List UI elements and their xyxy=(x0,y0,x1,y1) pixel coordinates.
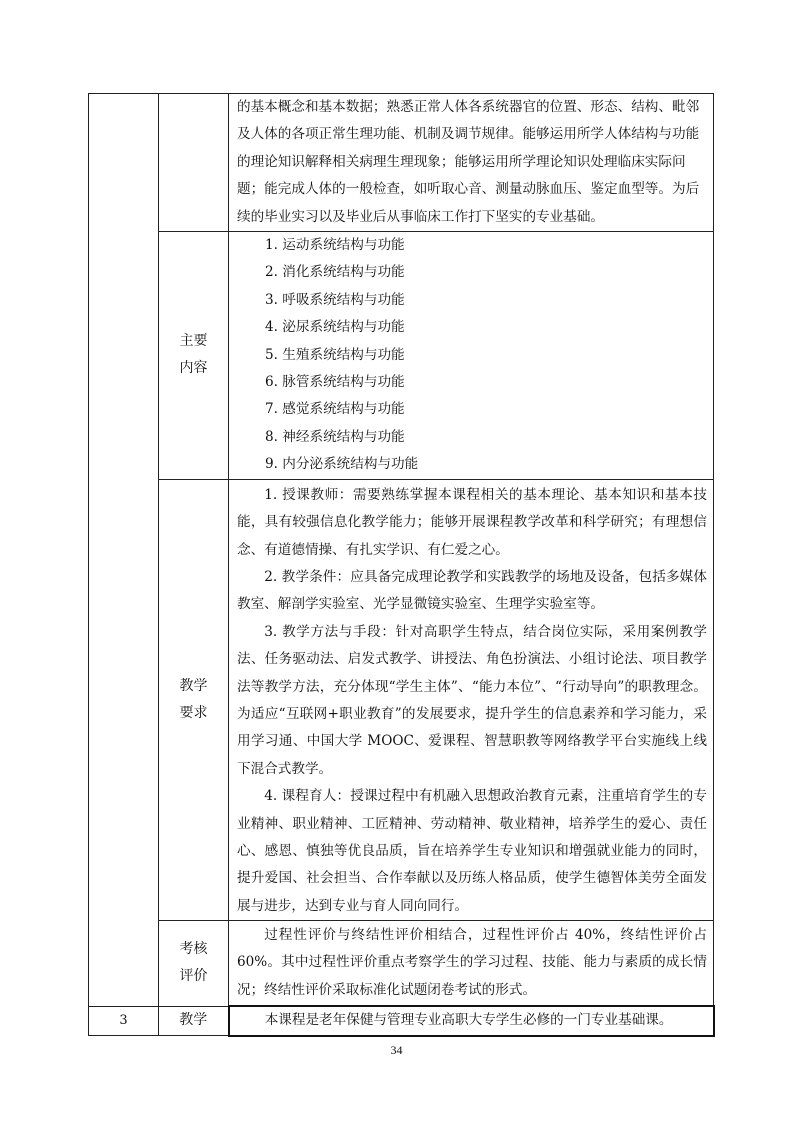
label-line: 要求 xyxy=(179,704,208,721)
label-line: 内容 xyxy=(179,360,208,377)
list-item: 8. 神经系统结构与功能 xyxy=(265,428,405,445)
row-teaching-requirements xyxy=(89,479,714,921)
list-item: 6. 脉管系统结构与功能 xyxy=(265,374,405,391)
label-line: 考核 xyxy=(179,941,208,958)
label-line: 主要 xyxy=(179,333,208,350)
requirement-paragraph: 1. 授课教师：需要熟练掌握本课程相关的基本理论、基本知识和基本技能，具有较强信息化教学能力；能够开展课程教学改革和科学研究；有理想信念、有道德情操、有扎实学识、有仁爱之心。 xyxy=(237,486,707,558)
goal-line: 的理论知识解释相关病理生理现象；能够运用所学理论知识处理临床实际问 xyxy=(237,153,686,170)
assessment-paragraph: 过程性评价与终结性评价相结合，过程性评价占 40%，终结性评价占 60%。其中过程性评价重点考察学生的学习过程、技能、能力与素质的成长情况；终结性评价采取标准化试题闭卷考试的形式。 xyxy=(237,927,707,998)
goal-line: 题；能完成人体的一般检查，如听取心音、测量动脉血压、鉴定血型等。为后 xyxy=(237,181,700,198)
page-number: 34 xyxy=(390,1043,403,1057)
requirement-paragraph: 2. 教学条件：应具备完成理论教学和实践教学的场地及设备，包括多媒体教室、解剖学实验室、光学显微镜实验室、生理学实验室等。 xyxy=(237,568,707,613)
row-course-goal xyxy=(89,94,714,232)
list-item: 5. 生殖系统结构与功能 xyxy=(265,346,405,363)
label-line: 评价 xyxy=(179,968,208,985)
row-assessment xyxy=(89,921,714,1007)
label-cell-teaching-requirements xyxy=(159,479,229,921)
requirements-text-cell xyxy=(229,479,714,921)
list-item: 7. 感觉系统结构与功能 xyxy=(265,401,405,418)
list-item: 2. 消化系统结构与功能 xyxy=(265,264,405,281)
label-line: 教学 xyxy=(179,677,208,694)
goal-line: 续的毕业实习以及毕业后从事临床工作打下坚实的专业基础。 xyxy=(237,208,605,225)
number-cell xyxy=(89,94,159,1007)
list-item: 4. 泌尿系统结构与功能 xyxy=(265,319,405,336)
goal-text-cell xyxy=(229,94,714,232)
label-cell-goal xyxy=(159,94,229,232)
content-list-cell xyxy=(229,232,714,480)
requirement-paragraph: 4. 课程育人：授课过程中有机融入思想政治教育元素，注重培育学生的专业精神、职业精神、工匠精神、劳动精神、敬业精神，培养学生的爱心、责任心、感恩、慎独等优良品质，旨在培养学生专业知识和增强就业能力的同时，提升爱国、社会担当、合作奉献以及历练人格品质，使学生德智体美劳全面发展与进步，达到专业与育人同向同行。 xyxy=(237,788,707,914)
course-number-cell: 3 xyxy=(89,1006,159,1035)
list-item: 3. 呼吸系统结构与功能 xyxy=(265,291,405,308)
list-item: 9. 内分泌系统结构与功能 xyxy=(265,456,419,473)
requirement-paragraph: 3. 教学方法与手段：针对高职学生特点，结合岗位实际，采用案例教学法、任务驱动法、启发式教学、讲授法、角色扮演法、小组讨论法、项目教学法等教学方法，充分体现“学生主体”、“能力本位”、“行动导向”的职教理念。为适应“互联网+职业教育”的发展要求，提升学生的信息素养和学习能力，采用学习通、中国大学 MOOC、爱课程、智慧职教等网络教学平台实施线上线下混合式教学。 xyxy=(237,623,707,777)
list-item: 1. 运动系统结构与功能 xyxy=(265,237,405,254)
label-cell-next: 教学 xyxy=(159,1006,229,1035)
goal-line: 及人体的各项正常生理功能、机制及调节规律。能够运用所学人体结构与功能 xyxy=(237,126,700,143)
goal-line: 的基本概念和基本数据；熟悉正常人体各系统器官的位置、形态、结构、毗邻 xyxy=(237,99,700,115)
row-next-course xyxy=(89,1006,714,1035)
next-course-text-cell xyxy=(229,1006,714,1035)
next-course-paragraph: 本课程是老年保健与管理专业高职大专学生必修的一门专业基础课。 xyxy=(264,1012,673,1029)
row-main-content xyxy=(89,232,714,480)
course-table xyxy=(88,93,715,1037)
label-cell-main-content xyxy=(159,232,229,480)
label-cell-assessment xyxy=(159,921,229,1007)
assessment-text-cell xyxy=(229,921,714,1007)
